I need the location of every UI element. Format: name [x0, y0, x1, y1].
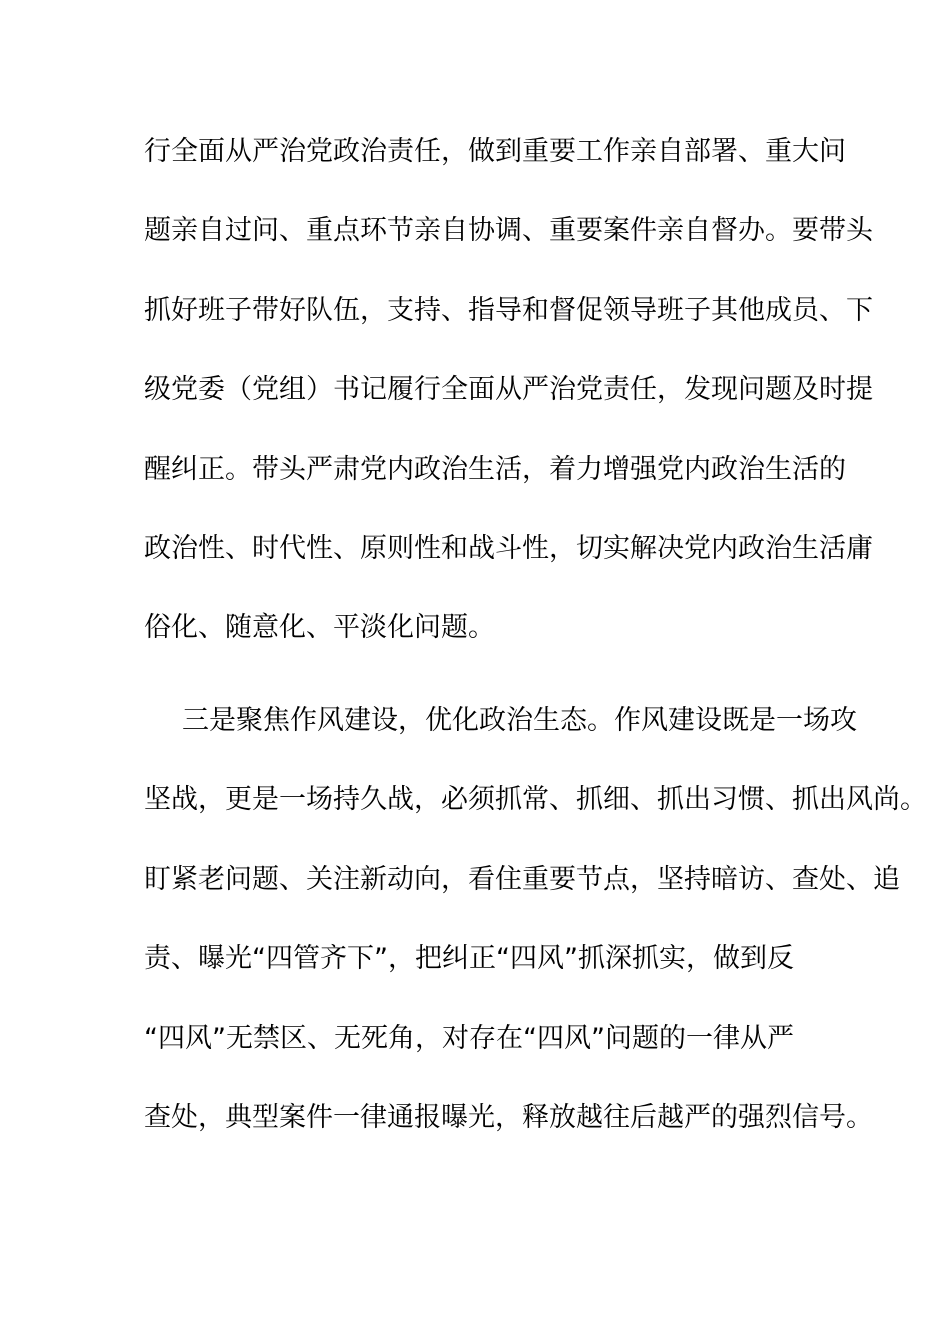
paragraph-2-line-6: 查处，典型案件一律通报曝光，释放越往后越严的强烈信号。 [144, 1102, 873, 1133]
paragraph-2-line-2: 坚战，更是一场持久战，必须抓常、抓细、抓出习惯、抓出风尚。 [144, 784, 927, 815]
paragraph-1-line-6: 政治性、时代性、原则性和战斗性，切实解决党内政治生活庸 [144, 533, 873, 564]
paragraph-1-line-3: 抓好班子带好队伍，支持、指导和督促领导班子其他成员、下 [144, 295, 873, 326]
paragraph-1-line-1: 行全面从严治党政治责任，做到重要工作亲自部署、重大问 [144, 136, 846, 167]
paragraph-1-line-2: 题亲自过问、重点环节亲自协调、重要案件亲自督办。要带头 [144, 215, 873, 246]
paragraph-2-line-5: “四风”无禁区、无死角，对存在“四风”问题的一律从严 [144, 1023, 794, 1054]
paragraph-1-line-4: 级党委（党组）书记履行全面从严治党责任，发现问题及时提 [144, 374, 873, 405]
paragraph-2-line-3: 盯紧老问题、关注新动向，看住重要节点，坚持暗访、查处、追 [144, 864, 900, 895]
paragraph-2-line-4: 责、曝光“四管齐下”，把纠正“四风”抓深抓实，做到反 [144, 943, 794, 974]
paragraph-1-line-7: 俗化、随意化、平淡化问题。 [144, 612, 495, 643]
paragraph-1-line-5: 醒纠正。带头严肃党内政治生活，着力增强党内政治生活的 [144, 454, 846, 485]
paragraph-2-line-1: 三是聚焦作风建设，优化政治生态。作风建设既是一场攻 [182, 705, 857, 736]
